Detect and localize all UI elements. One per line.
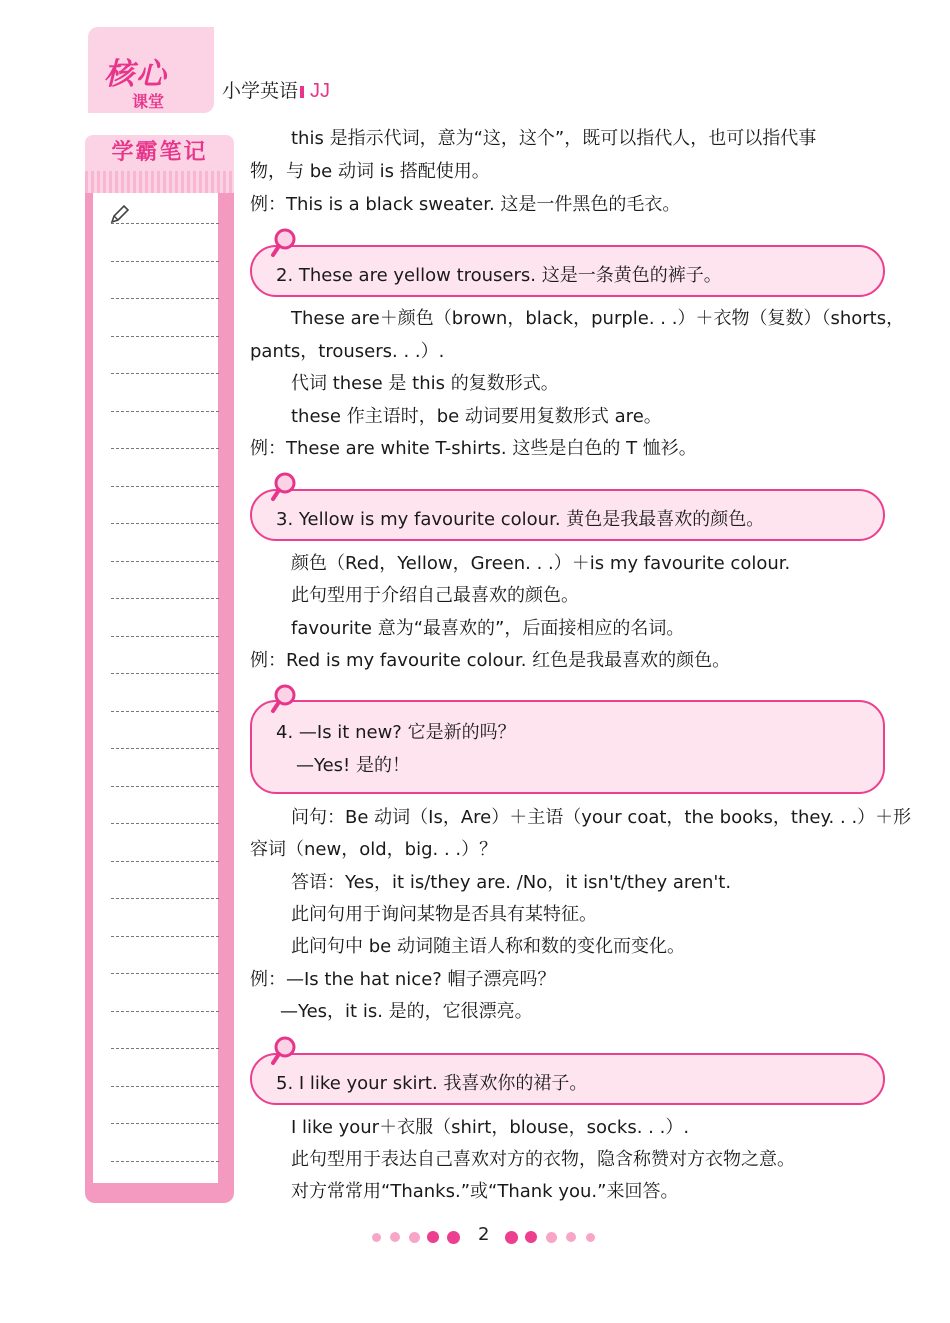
s3-p2: 此句型用于介绍自己最喜欢的颜色。: [291, 585, 579, 606]
s2-p1b: pants，trousers. . .）.: [250, 341, 445, 362]
section-4-heading-box: [250, 700, 885, 794]
edition-label: JJ: [310, 80, 331, 102]
footer-dot: [546, 1232, 557, 1243]
s2-p3: these 作主语时，be 动词要用复数形式 are。: [291, 406, 662, 427]
note-line: [111, 1086, 219, 1087]
s4-p3: 此问句用于询问某物是否具有某特征。: [291, 904, 597, 925]
note-line: [111, 673, 219, 674]
footer-dot: [409, 1232, 420, 1243]
magnifier-icon: [270, 470, 304, 504]
note-line: [111, 1011, 219, 1012]
note-line: [111, 861, 219, 862]
footer-dot: [566, 1232, 576, 1242]
footer-dot: [586, 1233, 595, 1242]
header-separator: [300, 86, 304, 98]
logo: [88, 27, 214, 113]
section-4-heading-1: 4. —Is it new? 它是新的吗？: [276, 722, 516, 743]
header-subject: [222, 76, 330, 103]
s5-p1: I like your＋衣服（shirt，blouse，socks. . .）.: [291, 1117, 690, 1138]
s4-p2: 答语：Yes，it is/they are. /No，it isn't/they aren't.: [291, 872, 732, 893]
note-line: [111, 823, 219, 824]
intro-line-1: this 是指示代词，意为“这，这个”，既可以指代人，也可以指代事: [291, 128, 817, 149]
note-line: [111, 598, 219, 599]
section-5-heading-box: [250, 1053, 885, 1105]
note-line: [111, 298, 219, 299]
note-line: [111, 973, 219, 974]
section-4-heading-2: —Yes! 是的！: [296, 755, 410, 776]
note-line: [111, 936, 219, 937]
section-3-heading-box: [250, 489, 885, 541]
s3-p3: favourite 意为“最喜欢的”，后面接相应的名词。: [291, 618, 685, 639]
s2-p1a: These are＋颜色（brown，black，purple. . .）＋衣物（复数）（shorts，: [291, 308, 905, 329]
footer-dot: [505, 1231, 518, 1244]
s3-p1: 颜色（Red，Yellow，Green. . .）＋is my favourite colour.: [291, 553, 791, 574]
page-number: 2: [478, 1224, 490, 1245]
footer-dot: [525, 1231, 537, 1243]
section-3-heading: 3. Yellow is my favourite colour. 黄色是我最喜欢的颜色。: [276, 509, 765, 530]
note-line: [111, 523, 219, 524]
note-line: [111, 486, 219, 487]
note-line: [111, 373, 219, 374]
note-line: [111, 1161, 219, 1162]
note-line: [111, 636, 219, 637]
footer-dot: [447, 1231, 460, 1244]
note-line: [111, 411, 219, 412]
logo-sub-text: 课堂: [132, 92, 165, 111]
s5-p3: 对方常常用“Thanks.”或“Thank you.”来回答。: [291, 1181, 679, 1202]
note-line: [111, 448, 219, 449]
note-line: [111, 1048, 219, 1049]
section-2-heading-box: [250, 245, 885, 297]
notes-stripe: [85, 171, 234, 193]
notes-panel: [85, 193, 234, 1203]
intro-example: 例：This is a black sweater. 这是一件黑色的毛衣。: [250, 194, 681, 215]
magnifier-icon: [270, 682, 304, 716]
footer-dot: [427, 1231, 439, 1243]
magnifier-icon: [270, 226, 304, 260]
note-line: [111, 711, 219, 712]
footer-dot: [390, 1232, 400, 1242]
s4-p1a: 问句：Be 动词（Is，Are）＋主语（your coat，the books，they. . .）＋形: [291, 807, 912, 828]
note-line: [111, 748, 219, 749]
magnifier-icon: [270, 1034, 304, 1068]
note-line: [111, 223, 219, 224]
note-line: [111, 1123, 219, 1124]
s5-p2: 此句型用于表达自己喜欢对方的衣物，隐含称赞对方衣物之意。: [291, 1149, 795, 1170]
note-line: [111, 786, 219, 787]
note-line: [111, 898, 219, 899]
footer-dot: [372, 1233, 381, 1242]
pencil-icon: [109, 203, 131, 225]
footer-dots: [0, 1226, 950, 1248]
notes-paper: [93, 193, 218, 1183]
note-line: [111, 261, 219, 262]
note-line: [111, 561, 219, 562]
s4-example-2: —Yes，it is. 是的，它很漂亮。: [280, 1001, 533, 1022]
s4-example-1: 例：—Is the hat nice? 帽子漂亮吗？: [250, 969, 556, 990]
section-5-heading: 5. I like your skirt. 我喜欢你的裙子。: [276, 1073, 588, 1094]
s2-p2: 代词 these 是 this 的复数形式。: [291, 373, 559, 394]
note-line: [111, 336, 219, 337]
s4-p1b: 容词（new，old，big. . .）？: [250, 839, 498, 860]
section-2-heading: 2. These are yellow trousers. 这是一条黄色的裤子。: [276, 265, 722, 286]
subject-label: 小学英语: [222, 80, 299, 102]
intro-line-2: 物，与 be 动词 is 搭配使用。: [250, 161, 490, 182]
s3-example: 例：Red is my favourite colour. 红色是我最喜欢的颜色。: [250, 650, 731, 671]
logo-main-text: 核心: [104, 57, 168, 92]
notes-title: 学霸笔记: [85, 135, 234, 171]
s4-p4: 此问句中 be 动词随主语人称和数的变化而变化。: [291, 936, 685, 957]
s2-example: 例：These are white T-shirts. 这些是白色的 T 恤衫。: [250, 438, 697, 459]
